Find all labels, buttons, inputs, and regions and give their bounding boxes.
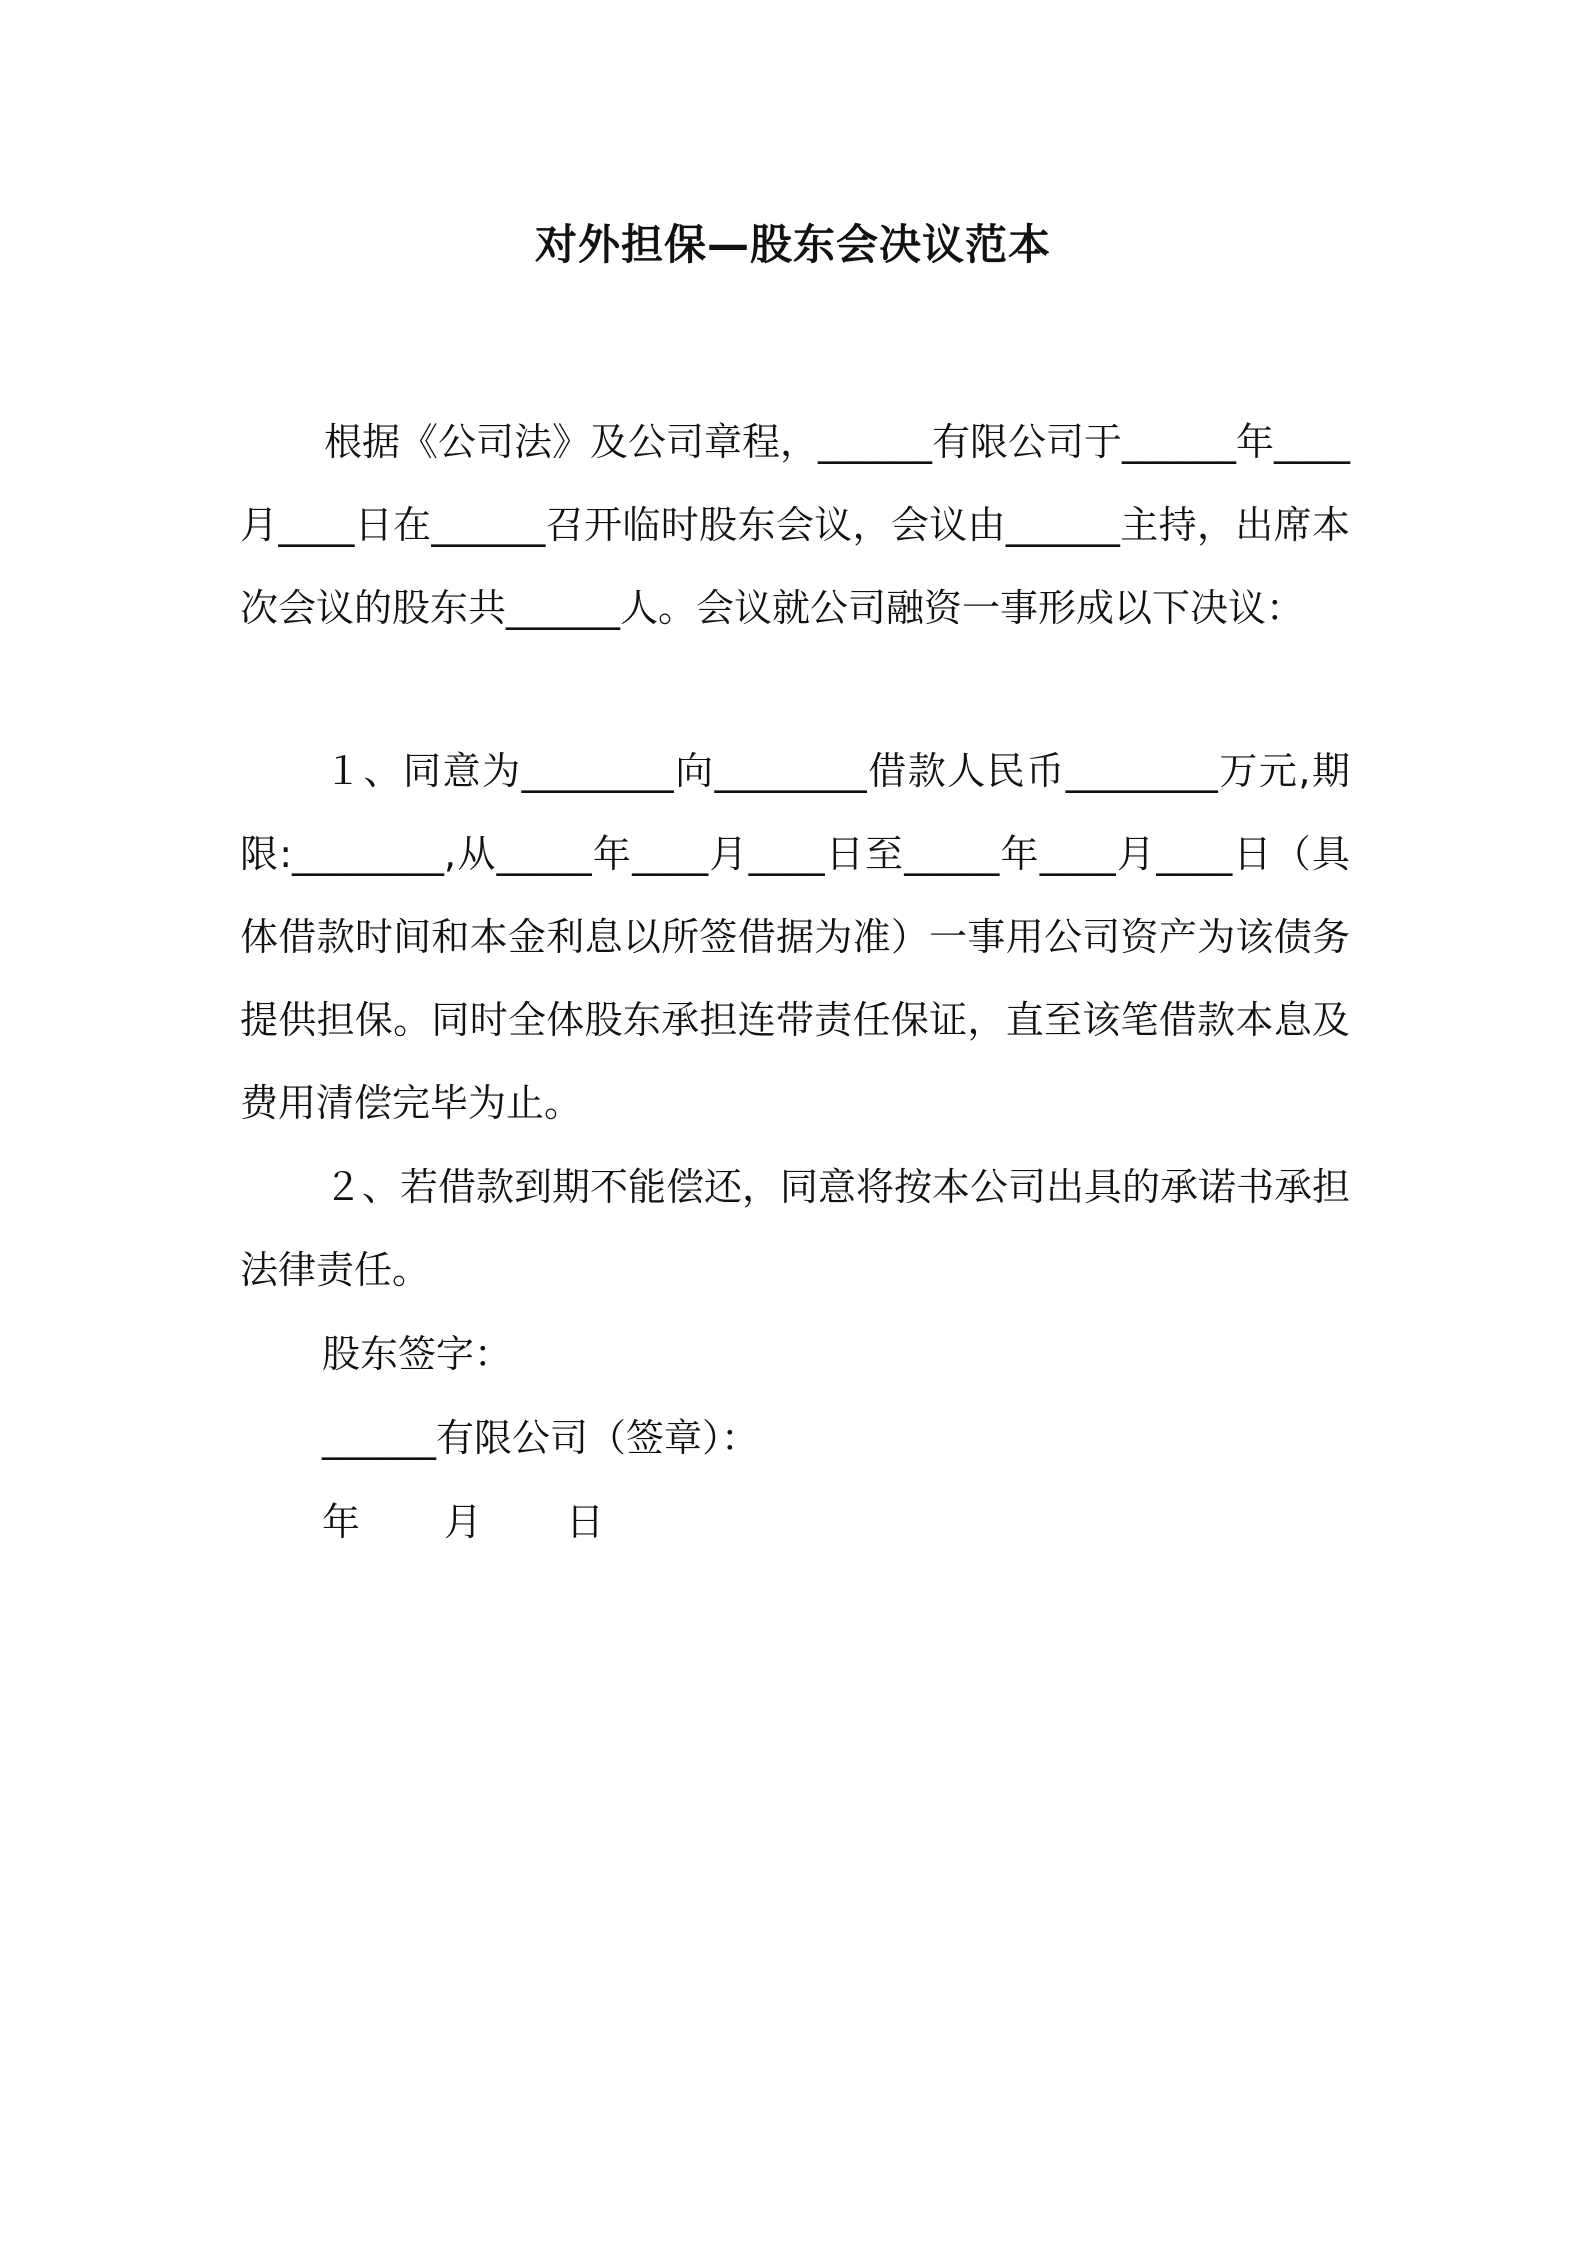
resolution-item-1: １、同意为________向________借款人民币________万元,期限:________,从_____年____月____日至_____年____月____日（具体借款时间和本金利息以所签借据为准）一事用公司资产为该债务提供担保。同时全体股东承担连带责任保证，直至该笔借款本息及费用清偿完毕为止。 bbox=[240, 749, 1350, 1125]
date-day: 日 bbox=[566, 1500, 605, 1544]
date-line bbox=[322, 1492, 604, 1552]
document-title: 对外担保—股东会决议范本 bbox=[534, 220, 1051, 269]
date-month: 月 bbox=[444, 1500, 483, 1544]
resolution-intro-paragraph: 根据《公司法》及公司章程，______有限公司于______年____月____日在______召开临时股东会议，会议由______主持，出席本次会议的股东共______人。会议就公司融资一事形成以下决议： bbox=[240, 420, 1351, 630]
resolution-item-2: ２、若借款到期不能偿还，同意将按本公司出具的承诺书承担法律责任。 bbox=[240, 1165, 1351, 1292]
company-seal-label: ______有限公司（签章）： bbox=[322, 1416, 760, 1460]
shareholder-signature-label: 股东签字： bbox=[322, 1332, 513, 1376]
date-year: 年 bbox=[322, 1500, 361, 1544]
